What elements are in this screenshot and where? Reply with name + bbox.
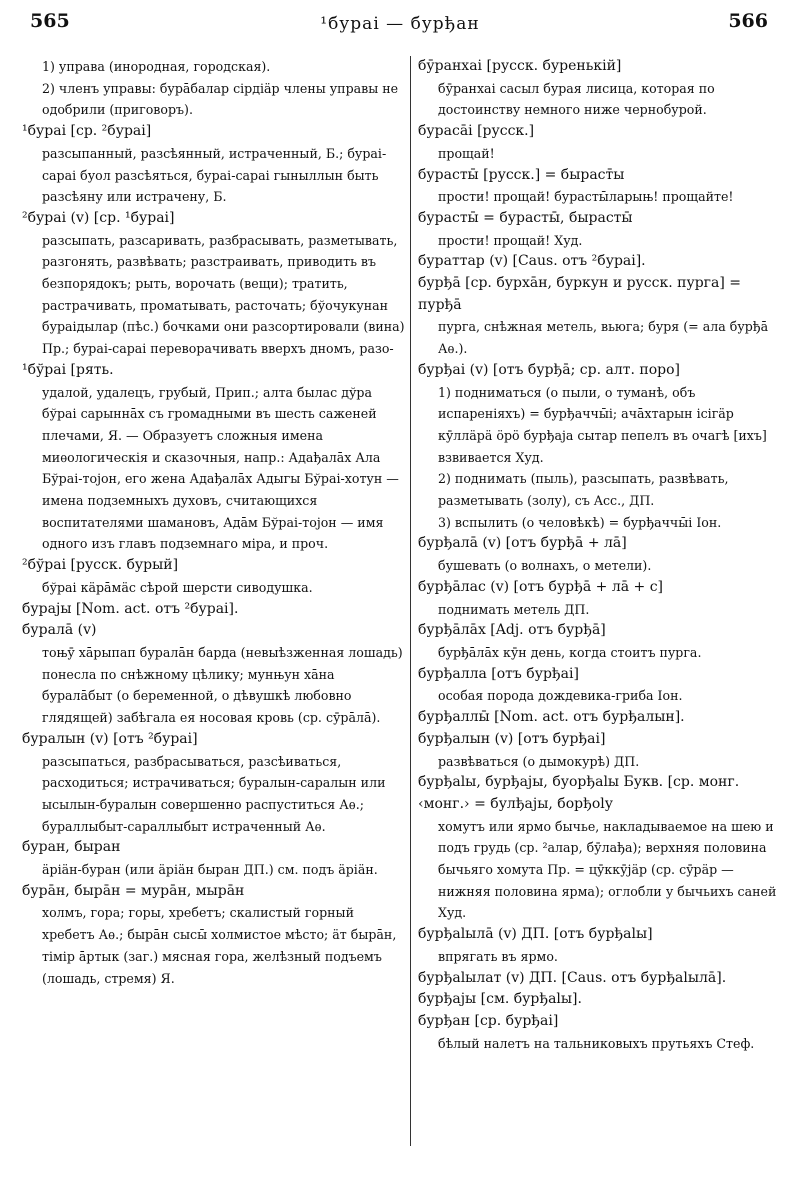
headword: бураттар (v) [Caus. отъ ²бураі]. [418,253,646,270]
headword: бурђаjы [см. бурђаlы]. [418,991,582,1008]
entry-line: 2) членъ управы: бурāбалар сірдіäр члены управы не одобрили (приговоръ). [42,80,399,118]
entry-line: особая порода дождевика-гриба Іон. [438,688,683,704]
headword: бурасты̄ = бурасты̄, бырасты̄ [418,209,633,226]
headword: бурасāі [русск.] [418,123,535,140]
headword: бурђаі (v) [отъ бурђā; ср. алт. поро] [418,361,680,378]
headword: бурђалā (v) [отъ бурђā + лā] [418,535,627,552]
entry-line: 2) поднимать (пыль), разсыпать, развѣвать, разметывать (золу), съ Acc., ДП. [438,471,729,509]
entry-line: тоњӯ хāрыпап буралāн барда (невыѣзженная лошадь) понесла по снѣжному цѣлику; мунњун хāна буралāбыт (о беременной, о дѣвушкѣ любовно глядящей) забѣгала ея носовая кровь (ср. сӯрāлā). [42,644,403,726]
entry-line: разсыпаться, разбрасываться, разсѣиваться, расходиться; истрачиваться; буралын-саралын или ысылын-буралын совершенно распуститься Аѳ.; бураллыбыт-сараллыбыт истраченный Аѳ. [42,753,386,834]
headword: ¹бўраі [рять. [22,361,114,378]
column-divider [410,56,411,1146]
entry-line: 1) подниматься (о пыли, о туманѣ, объ испареніяхъ) = бурђаччы̄і; ачāхтарын ісігäр кӯллäрä öрö бурђаја сытар пепелъ въ очагѣ [ихъ] взвивается Худ. [438,384,767,465]
left-page-number: 565 [30,10,70,32]
headword: бураjы [Nom. act. отъ ²бураі]. [22,600,239,617]
headword: буралā (v) [22,622,97,639]
entry-line: 1) управа (инородная, городская). [42,59,271,74]
headword: буралын (v) [отъ ²бураі] [22,730,198,747]
entry-line: 3) вспылить (о человѣкѣ) = бурђаччы̄і Іон. [438,514,722,530]
headword: бӯранхаі [русск. буренькій] [418,58,622,74]
headword: буран, быран [22,839,121,856]
left-column [22,56,406,989]
headword: бурасты̄ [русск.] = быраст̄ы [418,166,625,183]
entry-line: хомутъ или ярмо бычье, накладываемое на шею и подъ грудь (ср. ²алар, бӯлађа); верхняя половина бычьяго хомута Пр. = цӯккӯјäр (ср. сӯрäр — нижняя половина ярма); оглобли у бычьихъ саней Худ. [438,818,777,921]
entry-line: холмъ, гора; горы, хребетъ; скалистый горный хребетъ Аѳ.; бырāн сысы̄ холмистое мѣсто; äт бырāн, тімір āртык (заг.) мясная гора, желѣзный подъемъ (лошадь, стремя) Я. [42,905,397,986]
entry-line: прости! прощай! Худ. [438,232,583,248]
entry-line: поднимать метель ДП. [438,601,590,617]
entry-line: бѣлый налетъ на тальниковыхъ прутьяхъ Стеф. [438,1035,755,1051]
entry-line: бўраі кäрāмäс сѣрой шерсти сиводушка. [42,579,313,595]
headword: бурђаллы̄ [Nom. act. отъ бурђалын]. [418,709,685,726]
right-page-number: 566 [728,10,768,32]
entry-line: разсыпанный, разсѣянный, истраченный, Б.; бураі-сараі буол разсѣяться, бураі-сараі гыныллын быть разсѣяну или истрачену, Б. [42,145,387,205]
headword: бурђāлас (v) [отъ бурђā + лā + с] [418,578,664,595]
right-column [418,56,784,1054]
headword: бурђалла [отъ бурђаі] [418,665,579,682]
headword: ²бураі (v) [ср. ¹бураі] [22,209,175,226]
entry-line: развѣваться (о дымокурѣ) ДП. [438,753,640,769]
entry-line: разсыпать, разсаривать, разбрасывать, разметывать, разгонять, развѣвать; разстраивать, приводить въ безпорядокъ; рыть, ворочать (вещи); тратить, растрачивать, проматывать, расточать; бўочукунан бураідылар (пѣс.) бочками они разсортировали (вина) Пр.; бураі-сараі переворачивать вверхъ дномъ, разо- [42,232,405,357]
headword: бурђаlы, бурђаjы, буорђаlы Букв. [ср. монг. ‹монг.› = булђаjы, борђоlу [418,774,740,812]
entry-line: прощай! [438,145,495,161]
entry-line: бӯранхаі сасыл бурая лисица, которая по достоинству немного ниже чернобурой. [438,80,715,118]
entry-line: прости! прощай! бурасты̄ларыњ! прощайте! [438,189,734,205]
entry-line: бурђāлāх кӯн день, когда стоитъ пурга. [438,644,702,660]
entry-line: бушевать (о волнахъ, о метели). [438,558,652,574]
entry-line: впрягать въ ярмо. [438,948,558,964]
headword: бурђā [ср. бурхāн, буркун и русск. пурга] = пурђā [418,275,741,313]
headword: бурђаlылат (v) ДП. [Caus. отъ бурђаlылā]. [418,969,727,986]
entry-line: пурга, снѣжная метель, вьюга; буря (= ала бурђā Аѳ.). [438,319,769,357]
headword: бурђан [ср. бурђаі] [418,1012,559,1029]
headword: ²бўраі [русск. бурый] [22,557,179,574]
headword: бурђаlылā (v) ДП. [отъ бурђаlы] [418,926,653,943]
headword: бурђалын (v) [отъ бурђаі] [418,730,606,747]
headword: бурāн, бырāн = мурāн, мырāн [22,882,245,899]
entry-line: äріäн-буран (или äріäн быран ДП.) см. подъ äріäн. [42,862,378,878]
running-title: ¹бураі — бурђан [320,14,480,34]
entry-line: удалой, удалецъ, грубый, Прип.; алта былас дўра бўраі сарыннāх съ громадными въ шесть саженей плечами, Я. — Образуетъ сложныя имена миѳологическія и сказочныя, напр.: Адађалāх Ала Бўраі-тојон, его жена Адађалāх Адыгы Бўраі-хотун — имена подземныхъ духовъ, считающихся воспитателями шамановъ, Адāм Бўраі-тојон — имя одного изъ главъ подземнаго міра, и проч. [42,384,399,552]
headword: бурђāлāх [Adj. отъ бурђā] [418,622,606,639]
headword: ¹бураі [ср. ²бураі] [22,123,152,140]
